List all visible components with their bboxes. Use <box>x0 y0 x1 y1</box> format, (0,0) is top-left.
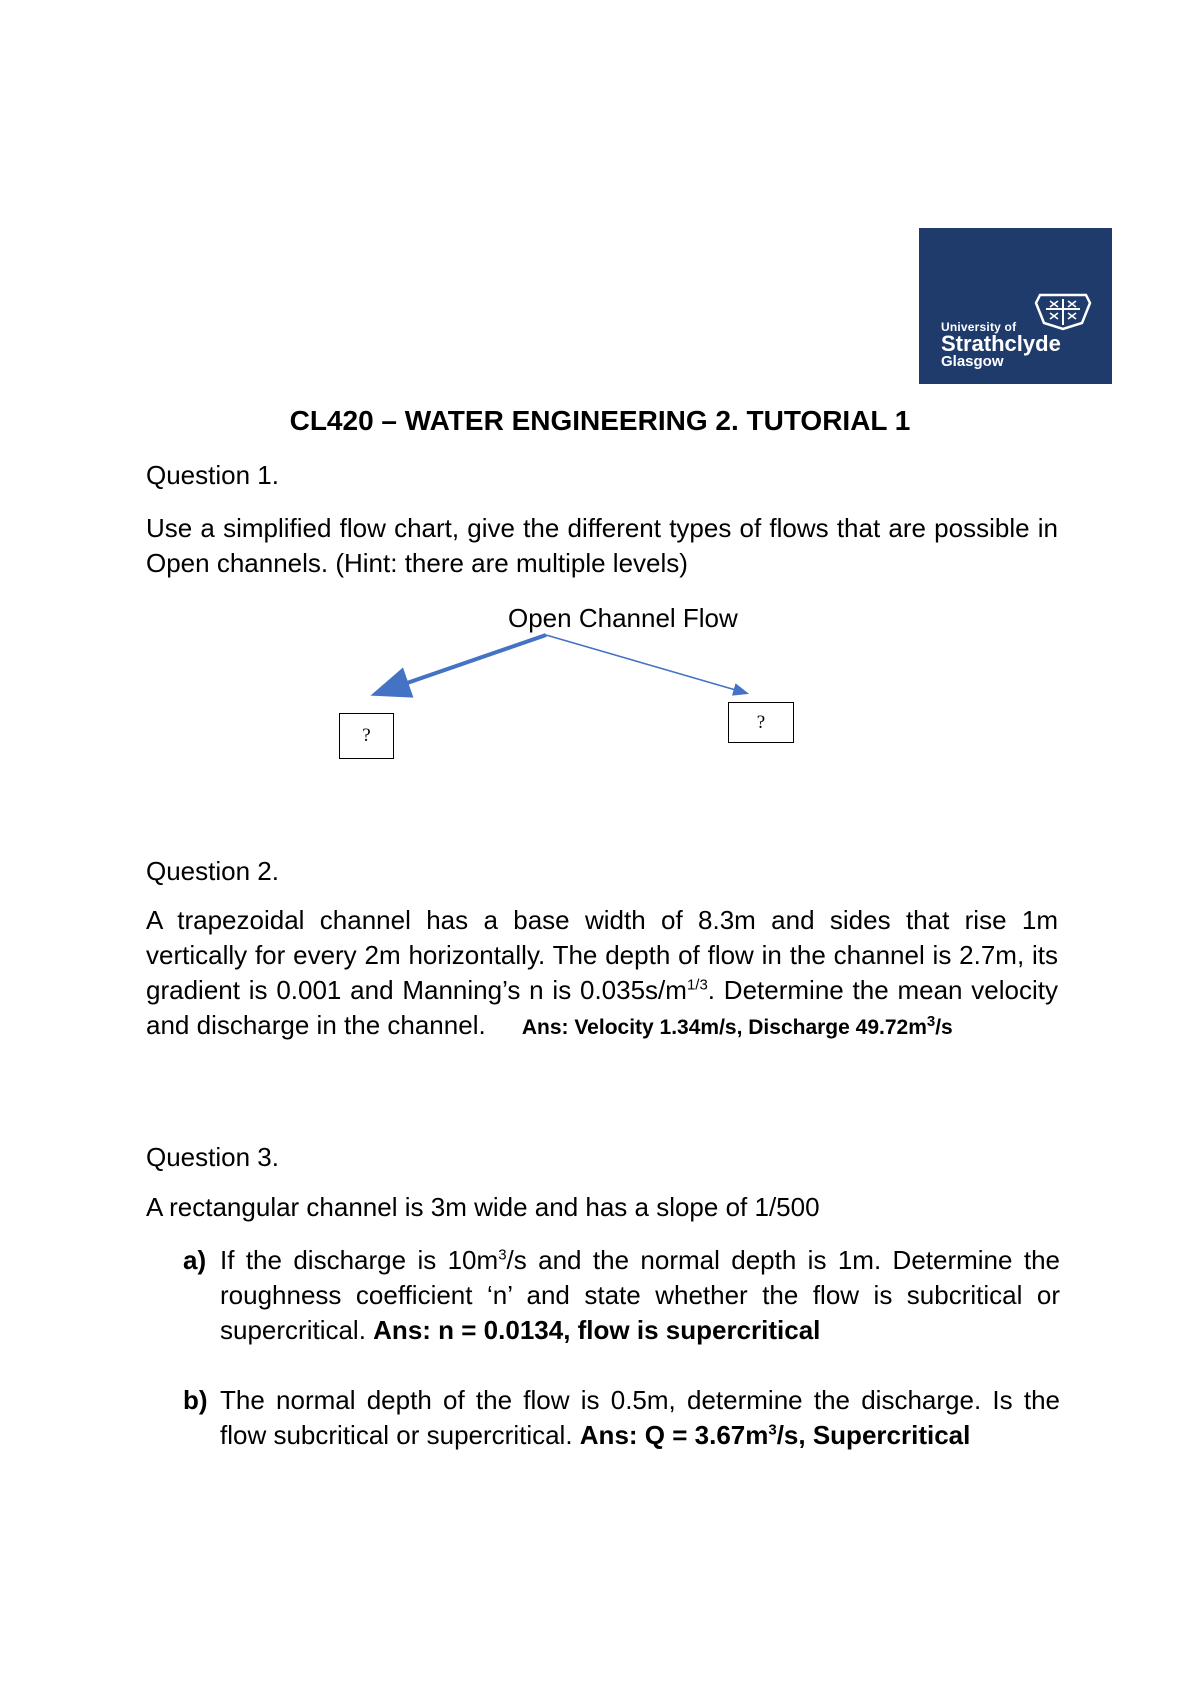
question-1-text: Use a simplified flow chart, give the different types of flows that are possible in Open channels. (Hint: there are multiple levels) <box>146 513 1058 578</box>
question-3b-text: The normal depth of the flow is 0.5m, determine the discharge. Is the flow subcritical or supercritical. <box>220 1385 1060 1450</box>
question-2-answer <box>521 1013 953 1039</box>
left-arrow <box>378 635 546 693</box>
logo-line-glasgow: Glasgow <box>941 353 1004 370</box>
question-2-answer-text: Ans: Velocity 1.34m/s, Discharge 49.72m <box>521 1016 927 1039</box>
right-arrow <box>546 635 746 693</box>
question-3a-text-2: /s and the normal depth is 1m. Determine the roughness coefficient ‘n’ and state whether the flow is subcritical or supercritical. <box>220 1245 1060 1345</box>
question-3b <box>183 1383 1060 1453</box>
flow-chart-arrows <box>0 0 1200 800</box>
answer-unit: /s <box>935 1016 953 1039</box>
question-3a-answer: Ans: n = 0.0134, flow is supercritical <box>373 1315 821 1345</box>
page-title: CL420 – WATER ENGINEERING 2. TUTORIAL 1 <box>289 405 911 436</box>
question-3b-marker: b) <box>183 1385 208 1415</box>
question-1-heading: Question 1. <box>146 460 279 490</box>
question-2-heading: Question 2. <box>146 856 279 886</box>
exponent-one-third: 1/3 <box>686 976 708 994</box>
flow-chart-root-label: Open Channel Flow <box>508 603 738 633</box>
logo-line-university: University of <box>941 320 1017 334</box>
question-3b-body <box>220 1383 1060 1453</box>
flow-chart-right-box: ? <box>728 702 794 743</box>
question-3-intro: A rectangular channel is 3m wide and has a slope of 1/500 <box>146 1192 820 1222</box>
question-2-text-part-1: A trapezoidal channel has a base width of 8.3m and sides that rise 1m vertically for every 2m horizontally. The depth of flow in the channel is 2.7m, its gradient is 0.001 and Manning’s n is 0.035s/m <box>146 905 1058 1005</box>
question-3b-exponent: 3 <box>768 1421 777 1439</box>
question-3b-answer <box>580 1420 971 1450</box>
question-2-text-part-2: . Determine the mean velocity and discharge in the channel. <box>146 975 1058 1040</box>
logo-line-strathclyde: Strathclyde <box>941 331 1061 356</box>
question-2-text <box>146 903 1058 1045</box>
flow-chart-left-box: ? <box>339 713 394 759</box>
question-3b-answer-text: Ans: Q = 3.67m <box>579 1420 769 1450</box>
question-3a-marker: a) <box>183 1245 207 1275</box>
question-3a <box>183 1243 1060 1348</box>
answer-exponent: 3 <box>926 1013 936 1030</box>
question-3a-exponent: 3 <box>498 1246 507 1264</box>
question-3b-answer-unit: /s, Supercritical <box>776 1420 971 1450</box>
question-3a-text-1: If the discharge is 10m <box>220 1245 499 1275</box>
question-3-heading: Question 3. <box>146 1142 279 1172</box>
question-3a-body <box>220 1243 1060 1348</box>
